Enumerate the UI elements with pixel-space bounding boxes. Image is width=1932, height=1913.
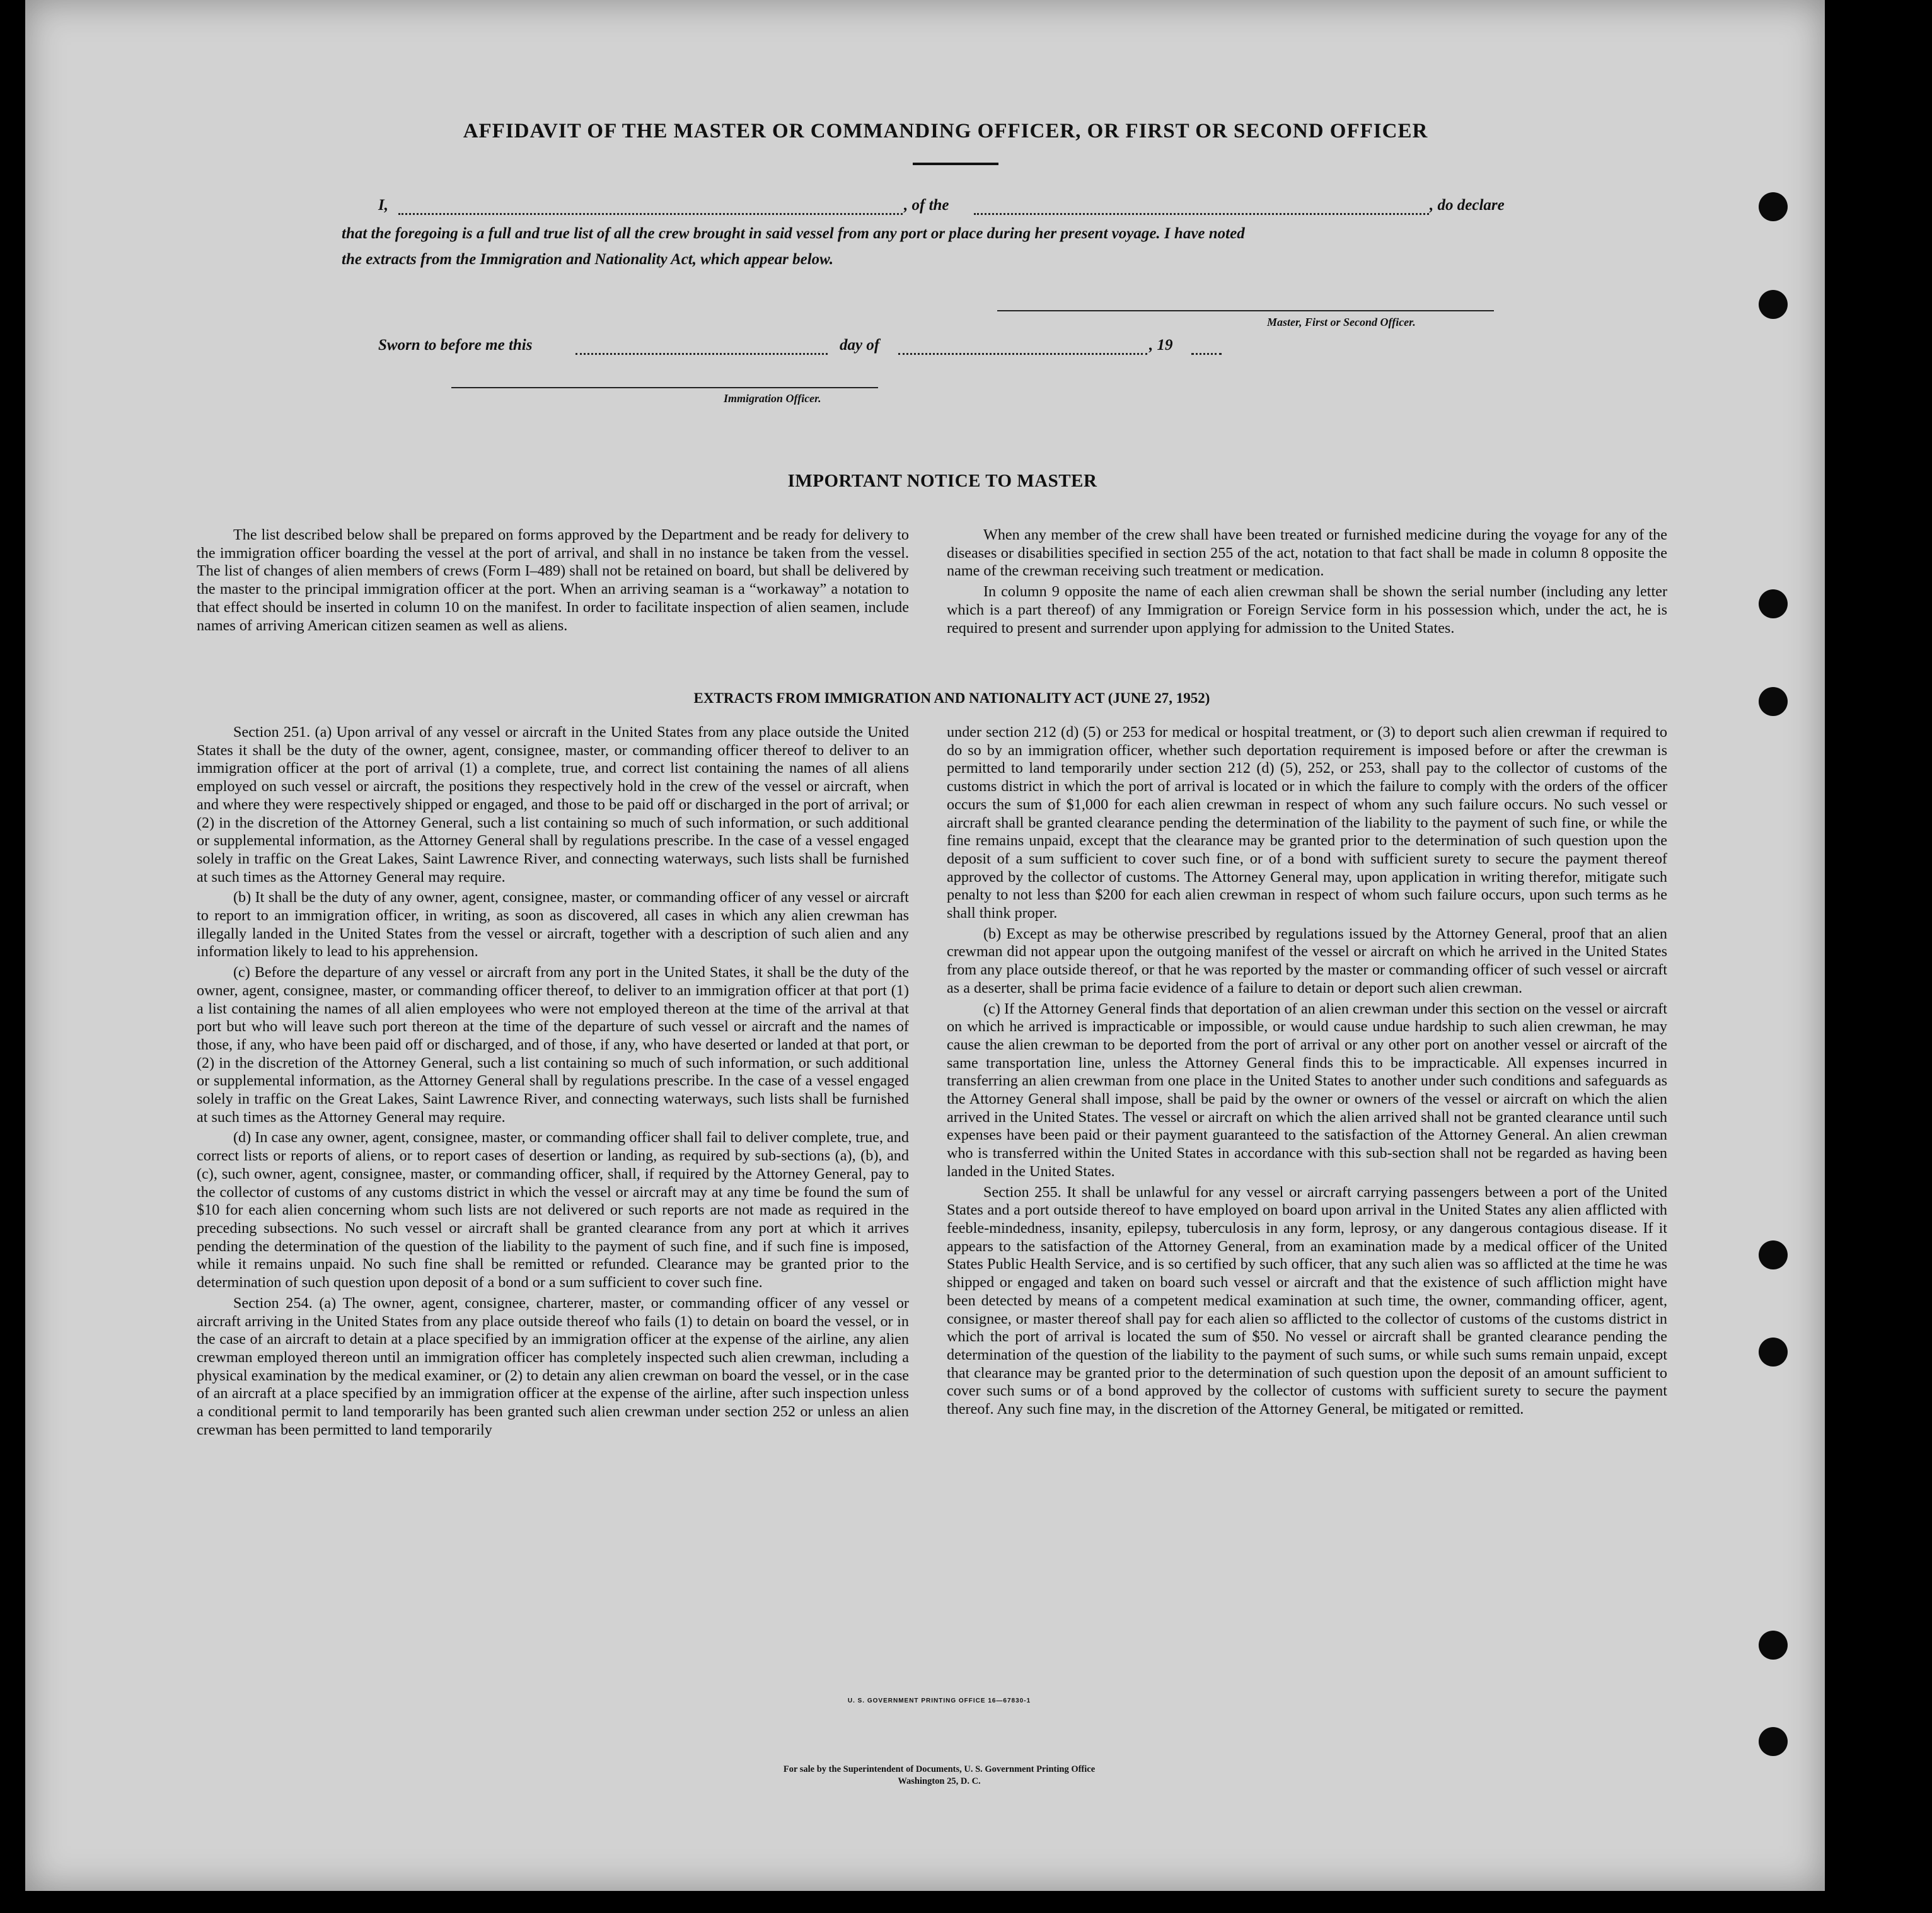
act-section-paragraph: (c) If the Attorney General finds that deportation of an alien crewman under this section on the vessel or aircraft on which he arrived is impracticable or impossible, or would cause undue hardship to such alien crewman, he may cause the alien crewman to be deported from the port of arrival or any other port on another vessel or aircraft of the same transportation line, unless the Attorney General finds this to be impracticable. All expenses incurred in transferring an alien crewman from one place in the United States to another under such conditions and safeguards as the Attorney General shall impose, shall be paid by the owner or owners of the vessel or aircraft on which the alien arrived in the United States. The vessel or aircraft on which the alien arrived shall not be granted clearance until such expenses have been paid or their payment guaranteed to the satisfaction of the Attorney General. An alien crewman who is transferred within the United States in accordance with this sub-section shall not be regarded as having been landed in the United States. (947, 1000, 1667, 1180)
act-section-paragraph: Section 251. (a) Upon arrival of any vessel or aircraft in the United States from any place outside the United States it shall be the duty of the owner, agent, consignee, master, or commanding officer thereof to deliver to an immigration officer at the port of arrival (1) a complete, true, and correct list containing the names of all aliens employed on such vessel or aircraft, the positions they respectively hold in the crew of the vessel or aircraft, when and where they were respectively shipped or engaged, and those to be paid off or discharged in the port of arrival; or (2) in the discretion of the Attorney General, such a list containing so much of such information, or such additional or supplemental information, as the Attorney General shall by regulations prescribe. In the case of a vessel engaged solely in traffic on the Great Lakes, Saint Lawrence River, and connecting waterways, such lists shall be furnished at such times as the Attorney General may require. (197, 724, 909, 886)
sworn-day-field[interactable] (576, 353, 828, 355)
act-section-paragraph: (b) It shall be the duty of any owner, agent, consignee, master, or commanding officer of any vessel or aircraft to report to an immigration officer, in writing, as soon as discovered, all cases in which any alien crewman has illegally landed in the United States from the vessel or aircraft, together with a description of such alien and any information likely to lead to his apprehension. (197, 889, 909, 961)
for-sale-line-2: Washington 25, D. C. (898, 1776, 981, 1786)
day-of-label: day of (840, 337, 880, 354)
for-sale-notice (656, 1764, 1223, 1788)
notice-paragraph: In column 9 opposite the name of each alien crewman shall be shown the serial number (including any letter which is a part thereof) of any Immigration or Foreign Service form in his possession which, under the act, he is required to present and surrender upon applying for admission to the United States. (947, 583, 1667, 637)
declaration-line-2: that the foregoing is a full and true list of all the crew brought in said vessel from any port or place during her present voyage. I have noted (342, 225, 1245, 242)
extracts-right-column (947, 724, 1667, 1421)
punch-hole (1759, 1631, 1788, 1660)
declarant-name-field[interactable] (398, 213, 903, 215)
notice-left-column (197, 526, 909, 637)
affidavit-title: AFFIDAVIT OF THE MASTER OR COMMANDING OFFICER, OR FIRST OR SECOND OFFICER (463, 120, 1428, 142)
master-signature-caption: Master, First or Second Officer. (1267, 316, 1416, 328)
notice-paragraph: When any member of the crew shall have been treated or furnished medicine during the voyage for any of the diseases or disabilities specified in section 255 of the act, notation to that fact shall be made in column 8 opposite the name of the crewman receiving such treatment or medication. (947, 526, 1667, 580)
vessel-name-field[interactable] (974, 213, 1429, 215)
punch-hole (1759, 192, 1788, 221)
year-label: , 19 (1149, 337, 1173, 354)
notice-right-column (947, 526, 1667, 640)
punch-hole (1759, 1338, 1788, 1367)
declaration-line-3: the extracts from the Immigration and Nationality Act, which appear below. (342, 251, 834, 268)
title-divider (913, 163, 998, 165)
act-section-paragraph: (b) Except as may be otherwise prescribed by regulations issued by the Attorney General, proof that an alien crewman did not appear upon the outgoing manifest of the vessel or aircraft on which he arrived in the United States from any place outside thereof, or that he was reported by the master or commanding officer of such vessel or aircraft as a deserter, shall be prima facie evidence of a failure to detain or deport such alien crewman. (947, 925, 1667, 997)
extracts-left-column (197, 724, 909, 1442)
act-section-continuation: under section 212 (d) (5) or 253 for medical or hospital treatment, or (3) to deport such alien crewman if required to do so by an immigration officer, whether such deportation requirement is imposed before or after the crewman is permitted to land temporarily under section 212 (d) (5), 252, or 253, shall pay to the collector of customs of the customs district in which the port of arrival is located or in which the failure to comply with the orders of the officer occurs the sum of $1,000 for each alien crewman in respect of whom any such failure occurs. No such vessel or aircraft shall be granted clearance pending the determination of the liability to the payment of such fine, or while the fine remains unpaid, except that the clearance may be granted prior to the determination of such question upon the deposit of a sum sufficient to cover such fine, or of a bond with sufficient surety to secure the payment thereof approved by the collector of customs. The Attorney General may, upon application in writing therefor, mitigate such penalty to not less than $200 for each alien crewman in respect of whom such failure occurs, upon such terms as he shall think proper. (947, 724, 1667, 922)
master-signature-line[interactable] (997, 310, 1494, 311)
printing-office-imprint: U. S. GOVERNMENT PRINTING OFFICE 16—67830-1 (847, 1697, 1031, 1704)
of-the-label: , of the (904, 197, 949, 214)
punch-hole (1759, 589, 1788, 618)
form-sheet (25, 0, 1825, 1891)
act-section-paragraph: Section 255. It shall be unlawful for any vessel or aircraft carrying passengers between a port of the United States and a port outside thereof to have employed on board upon arrival in the United States any alien afflicted with feeble-mindedness, insanity, epilepsy, tuberculosis in any form, leprosy, or any dangerous contagious disease. If it appears to the satisfaction of the Attorney General, from an examination made by a medical officer of the United States Public Health Service, and is so certified by such officer, that any such alien was so afflicted at the time he was shipped or engaged and taken on board such vessel or aircraft and that the existence of such affliction might have been detected by means of a competent medical examination at such time, the owner, commanding officer, agent, consignee, or master thereof shall pay for each alien so afflicted to the collector of customs of the customs district in which the port of arrival is located the sum of $50. No vessel or aircraft shall be granted clearance pending the determination of the question of the liability to the payment of such sums, or while such sums remain unpaid, except that clearance may be granted prior to the determination of such question upon the deposit of an amount sufficient to cover such sums or of a bond approved by the collector of customs with sufficient surety to secure the payment thereof. Any such fine may, in the discretion of the Attorney General, be mitigated or remitted. (947, 1183, 1667, 1418)
declarant-prefix: I, (378, 197, 388, 214)
punch-hole (1759, 1240, 1788, 1269)
notice-title: IMPORTANT NOTICE TO MASTER (787, 471, 1097, 491)
act-section-paragraph: Section 254. (a) The owner, agent, consignee, charterer, master, or commanding officer of any vessel or aircraft arriving in the United States from any place outside thereof who fails (1) to detain on board the vessel, or in the case of an aircraft to detain at a place specified by an immigration officer at the expense of the airline, any alien crewman employed thereon until an immigration officer has completely inspected such alien crewman, including a physical examination by the medical examiner, or (2) to detain any alien crewman on board the vessel, or in the case of an aircraft at a place specified by an immigration officer at the expense of the airline, after such inspection unless a conditional permit to land temporarily has been granted such alien crewman under section 252 or unless an alien crewman has been permitted to land temporarily (197, 1294, 909, 1438)
punch-hole (1759, 687, 1788, 716)
sworn-year-field[interactable] (1191, 353, 1222, 355)
punch-hole (1759, 290, 1788, 319)
act-section-paragraph: (d) In case any owner, agent, consignee, master, or commanding officer shall fail to deliver complete, true, and correct lists or reports of aliens, or to report cases of desertion or landing, as required by sub-sections (a), (b), and (c), such owner, agent, consignee, master, or commanding officer, shall, if required by the Attorney General, pay to the collector of customs of any customs district in which the vessel or aircraft may at any time be found the sum of $10 for each alien concerning whom such lists are not delivered or such reports are not made as required in the preceding subsections. No such vessel or aircraft shall be granted clearance from any port at which it arrives pending the determination of the question of the liability to the payment of such fine, and if such fine is imposed, while it remains unpaid. No such fine shall be remitted or refunded. Clearance may be granted prior to the determination of such question upon deposit of a bond or a sum sufficient to cover such fine. (197, 1129, 909, 1292)
sworn-month-field[interactable] (898, 353, 1147, 355)
punch-hole (1759, 1727, 1788, 1756)
act-section-paragraph: (c) Before the departure of any vessel or aircraft from any port in the United States, it shall be the duty of the owner, agent, consignee, master, or commanding officer thereof, to deliver to an immigration officer at that port (1) a list containing the names of all alien employees who were not employed thereon at the time of the arrival at that port but who will leave such port thereon at the time of the departure of such vessel or aircraft and the names of those, if any, who have been paid off or discharged, and of those, if any, who have deserted or landed at that port, or (2) in the discretion of the Attorney General, such a list containing so much of such information, or such additional or supplemental information, as the Attorney General shall by regulations prescribe. In the case of a vessel engaged solely in traffic on the Great Lakes, Saint Lawrence River, and connecting waterways, such lists shall be furnished at such times as the Attorney General may require. (197, 964, 909, 1126)
declare-label: , do declare (1430, 197, 1505, 214)
for-sale-line-1: For sale by the Superintendent of Documents, U. S. Government Printing Office (783, 1764, 1096, 1774)
immigration-officer-signature-line[interactable] (451, 387, 878, 388)
extracts-title: EXTRACTS FROM IMMIGRATION AND NATIONALITY ACT (JUNE 27, 1952) (693, 690, 1210, 706)
immigration-officer-caption: Immigration Officer. (724, 392, 821, 405)
sworn-label: Sworn to before me this (378, 337, 533, 354)
notice-paragraph: The list described below shall be prepared on forms approved by the Department and be ready for delivery to the immigration officer boarding the vessel at the port of arrival, and shall in no instance be taken from the vessel. The list of changes of alien members of crews (Form I–489) shall not be retained on board, but shall be delivered by the master to the principal immigration officer at the port. When an arriving seaman is a “workaway” a notation to that effect should be inserted in column 10 on the manifest. In order to facilitate inspection of alien seamen, include names of arriving American citizen seamen as well as aliens. (197, 526, 909, 634)
